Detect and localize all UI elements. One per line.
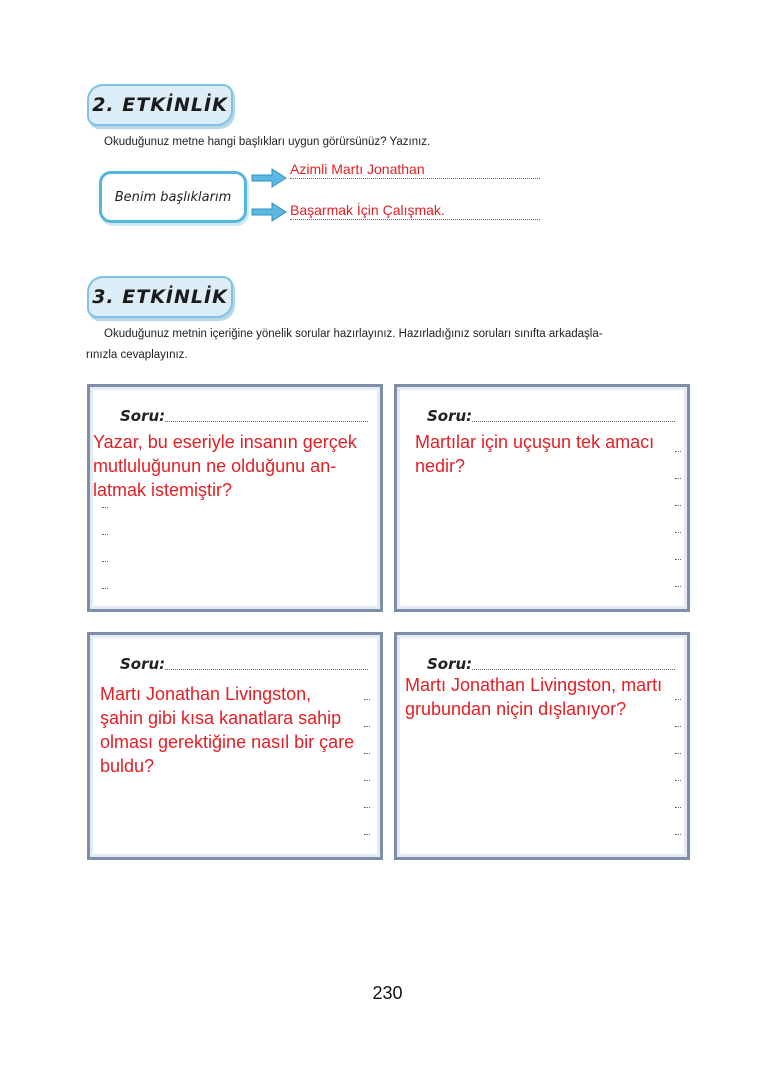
activity-3-title: 3. ETKİNLİK xyxy=(87,276,233,318)
soru-line xyxy=(472,669,675,670)
activity-2-title: 2. ETKİNLİK xyxy=(87,84,233,126)
answer-text-2: Başarmak İçin Çalışmak. xyxy=(290,202,445,218)
page-number: 230 xyxy=(372,983,403,1003)
answer-line-1 xyxy=(290,158,540,179)
question-box-1 xyxy=(87,384,383,612)
activity-3-instruction-line-2: rınızla cevaplayınız. xyxy=(86,349,188,361)
soru-label: Soru: xyxy=(120,407,166,425)
soru-line xyxy=(472,421,675,422)
soru-label: Soru: xyxy=(427,655,473,673)
question-text-1: Yazar, bu eseriyle insanın gerçek mutluluğunun ne olduğunu an- latmak istemiştir? xyxy=(93,432,357,500)
question-box-4 xyxy=(394,632,690,860)
soru-line xyxy=(165,669,368,670)
arrow-right-icon xyxy=(250,200,288,224)
question-box-3 xyxy=(87,632,383,860)
question-text-3: Martı Jonathan Livingston, şahin gibi kısa kanatlara sahip olması gerektiğine nasıl bir çare buldu? xyxy=(100,684,355,776)
answer-line-2 xyxy=(290,199,540,220)
titles-label: Benim başlıklarım xyxy=(114,189,232,205)
soru-label: Soru: xyxy=(120,655,166,673)
activity-3-instruction-line-1: Okuduğunuz metnin içeriğine yönelik sorular hazırlayınız. Hazırladığınız soruları sınıfta arkadaşla- xyxy=(104,328,603,340)
question-text-4: Martı Jonathan Livingston, martı grubundan niçin dışlanıyor? xyxy=(405,675,663,719)
arrow-right-icon xyxy=(250,166,288,190)
answer-text-1: Azimli Martı Jonathan xyxy=(290,161,425,177)
soru-label: Soru: xyxy=(427,407,473,425)
question-text-2: Martılar için uçuşun tek amacı nedir? xyxy=(415,432,655,476)
titles-label-box xyxy=(99,171,247,223)
activity-2-instruction: Okuduğunuz metne hangi başlıkları uygun görürsünüz? Yazınız. xyxy=(104,136,431,148)
question-box-2 xyxy=(394,384,690,612)
soru-line xyxy=(165,421,368,422)
